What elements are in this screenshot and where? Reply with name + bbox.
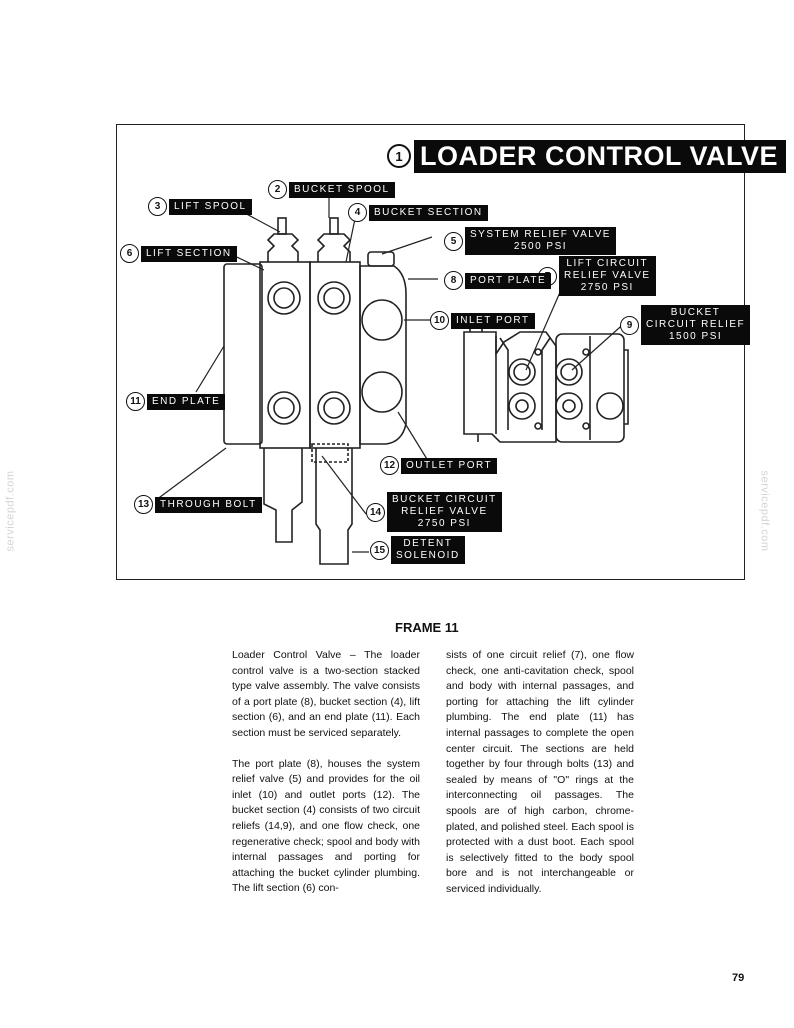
callout-inlet-port bbox=[430, 311, 535, 330]
callout-label: BUCKET CIRCUIT RELIEF 1500 PSI bbox=[641, 305, 750, 345]
callout-label: END PLATE bbox=[147, 394, 225, 410]
callout-lift-section bbox=[120, 244, 237, 263]
callout-number: 13 bbox=[134, 495, 153, 514]
frame-label: FRAME 11 bbox=[395, 620, 459, 635]
callout-number: 5 bbox=[444, 232, 463, 251]
callout-number: 15 bbox=[370, 541, 389, 560]
text-column-right bbox=[446, 648, 634, 913]
callout-number: 12 bbox=[380, 456, 399, 475]
page-number: 79 bbox=[732, 972, 745, 984]
watermark-left: servicepdf.com bbox=[4, 470, 17, 552]
callout-label: THROUGH BOLT bbox=[155, 497, 262, 513]
callout-outlet-port bbox=[380, 456, 497, 475]
callout-label: BUCKET CIRCUIT RELIEF VALVE 2750 PSI bbox=[387, 492, 502, 532]
callout-label: INLET PORT bbox=[451, 313, 535, 329]
callout-bucket-circuit-relief-valve bbox=[366, 492, 502, 532]
callout-label: SYSTEM RELIEF VALVE 2500 PSI bbox=[465, 227, 616, 255]
callout-number: 14 bbox=[366, 503, 385, 522]
figure-title bbox=[387, 139, 786, 173]
callout-through-bolt bbox=[134, 495, 262, 514]
callout-detent-solenoid bbox=[370, 536, 465, 564]
callout-number: 6 bbox=[120, 244, 139, 263]
callout-number: 10 bbox=[430, 311, 449, 330]
paragraph: The port plate (8), houses the system relief valve (5) and provides for the oil inlet (10) and outlet ports (12). The bucket section (4) consists of two circuit reliefs (14,9), and one flow check, one regenerative check; spool and body with internal passages and porting for attaching the bucket cylinder plumbing. The lift section (6) con- bbox=[232, 757, 420, 895]
callout-number: 4 bbox=[348, 203, 367, 222]
callout-number: 8 bbox=[444, 271, 463, 290]
callout-label: LIFT SECTION bbox=[141, 246, 237, 262]
callout-end-plate bbox=[126, 392, 225, 411]
callout-lift-spool bbox=[148, 197, 252, 216]
paragraph: sists of one circuit relief (7), one flow check, one anti-cavitation check, spool and body with internal passages, and porting for attaching the lift cylinder plumbing. The end plate (11) has internal passages to complete the open center circuit. The sections are held together by four through bolts (13) and sealed by means of "O" rings at the interconnecting oil passages. The spools are of high carbon, chrome-plated, and polished steel. Each spool is protected with a dust boot. Each spool is selectively fitted to the body spool bore and is not interchangeable or serviced individually. bbox=[446, 649, 634, 895]
callout-label: PORT PLATE bbox=[465, 273, 551, 289]
watermark-right: servicepdf.com bbox=[758, 470, 771, 552]
callout-number: 11 bbox=[126, 392, 145, 411]
callout-lift-circuit-relief-valve bbox=[538, 256, 656, 296]
title-number: 1 bbox=[387, 144, 411, 168]
callout-bucket-section bbox=[348, 203, 488, 222]
paragraph: Loader Control Valve – The loader control valve is a two-section stacked type valve assembly. The valve consists of a port plate (8), bucket section (4), lift section (6), and an end plate (11). Each section must be serviced separately. bbox=[232, 649, 420, 739]
callout-system-relief-valve bbox=[444, 227, 616, 255]
callout-label: BUCKET SPOOL bbox=[289, 182, 395, 198]
callout-port-plate bbox=[444, 271, 551, 290]
callout-number: 2 bbox=[268, 180, 287, 199]
callout-label: BUCKET SECTION bbox=[369, 205, 488, 221]
title-text: LOADER CONTROL VALVE bbox=[414, 140, 786, 173]
callout-label: LIFT CIRCUIT RELIEF VALVE 2750 PSI bbox=[559, 256, 656, 296]
callout-number: 3 bbox=[148, 197, 167, 216]
callout-bucket-spool bbox=[268, 180, 395, 199]
callout-bucket-circuit-relief bbox=[620, 305, 750, 345]
callout-number: 9 bbox=[620, 316, 639, 335]
text-column-left bbox=[232, 648, 420, 912]
callout-label: OUTLET PORT bbox=[401, 458, 497, 474]
callout-label: DETENT SOLENOID bbox=[391, 536, 465, 564]
callout-label: LIFT SPOOL bbox=[169, 199, 252, 215]
